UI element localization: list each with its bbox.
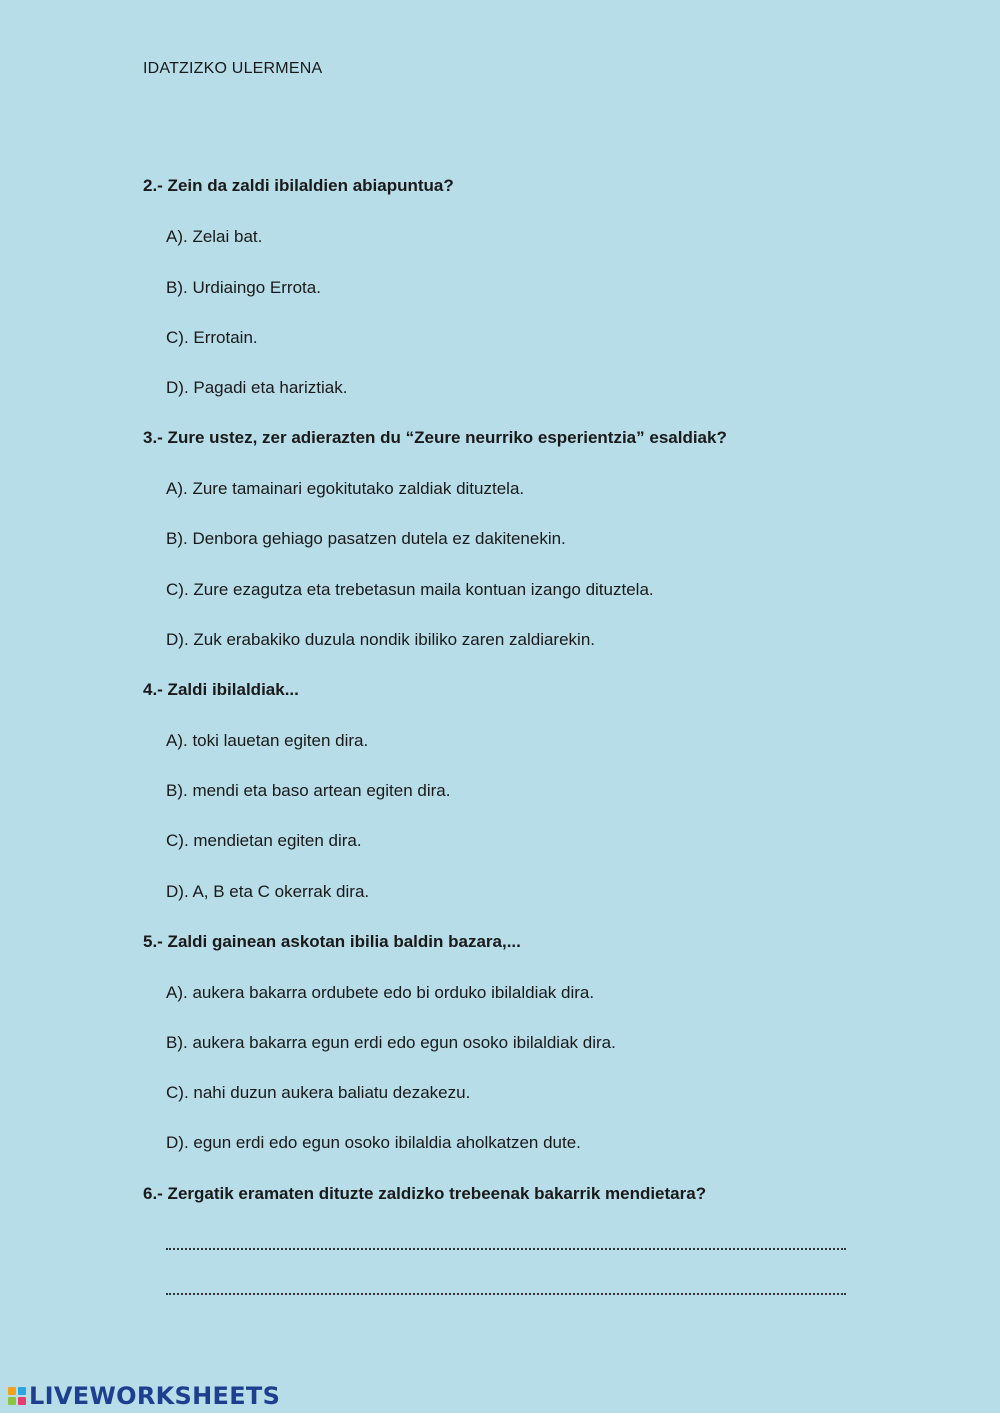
question-3: 3.- Zure ustez, zer adierazten du “Zeure neurriko esperientzia” esaldiak? [143, 428, 727, 447]
logo-mark-icon [8, 1387, 26, 1405]
logo-square-4 [18, 1397, 26, 1405]
question-3-option-a[interactable]: A). Zure tamainari egokitutako zaldiak dituztela. [166, 479, 525, 498]
question-5-option-d[interactable]: D). egun erdi edo egun osoko ibilaldia aholkatzen dute. [166, 1133, 581, 1152]
logo-text: LIVEWORKSHEETS [29, 1382, 281, 1410]
question-2-option-d[interactable]: D). Pagadi eta hariztiak. [166, 378, 348, 397]
liveworksheets-logo [8, 1381, 280, 1411]
question-2-option-c[interactable]: C). Errotain. [166, 328, 258, 347]
logo-square-1 [8, 1387, 16, 1395]
page-header-title: IDATZIZKO ULERMENA [143, 60, 323, 77]
question-3-option-c[interactable]: C). Zure ezagutza eta trebetasun maila kontuan izango dituztela. [166, 580, 654, 599]
question-3-option-b[interactable]: B). Denbora gehiago pasatzen dutela ez dakitenekin. [166, 529, 566, 548]
question-4: 4.- Zaldi ibilaldiak... [143, 680, 299, 699]
question-4-option-b[interactable]: B). mendi eta baso artean egiten dira. [166, 781, 451, 800]
logo-square-3 [8, 1397, 16, 1405]
question-5-option-c[interactable]: C). nahi duzun aukera baliatu dezakezu. [166, 1083, 471, 1102]
question-5: 5.- Zaldi gainean askotan ibilia baldin bazara,... [143, 932, 521, 951]
question-5-option-a[interactable]: A). aukera bakarra ordubete edo bi orduko ibilaldiak dira. [166, 983, 595, 1002]
question-2: 2.- Zein da zaldi ibilaldien abiapuntua? [143, 176, 454, 195]
answer-line-1[interactable] [166, 1248, 846, 1250]
answer-line-2[interactable] [166, 1293, 846, 1295]
question-4-option-d[interactable]: D). A, B eta C okerrak dira. [166, 882, 370, 901]
question-2-option-b[interactable]: B). Urdiaingo Errota. [166, 278, 321, 297]
question-4-option-c[interactable]: C). mendietan egiten dira. [166, 831, 362, 850]
question-3-option-d[interactable]: D). Zuk erabakiko duzula nondik ibiliko zaren zaldiarekin. [166, 630, 595, 649]
logo-square-2 [18, 1387, 26, 1395]
question-5-option-b[interactable]: B). aukera bakarra egun erdi edo egun osoko ibilaldiak dira. [166, 1033, 616, 1052]
question-4-option-a[interactable]: A). toki lauetan egiten dira. [166, 731, 369, 750]
question-2-option-a[interactable]: A). Zelai bat. [166, 227, 263, 246]
question-6: 6.- Zergatik eramaten dituzte zaldizko trebeenak bakarrik mendietara? [143, 1184, 707, 1203]
